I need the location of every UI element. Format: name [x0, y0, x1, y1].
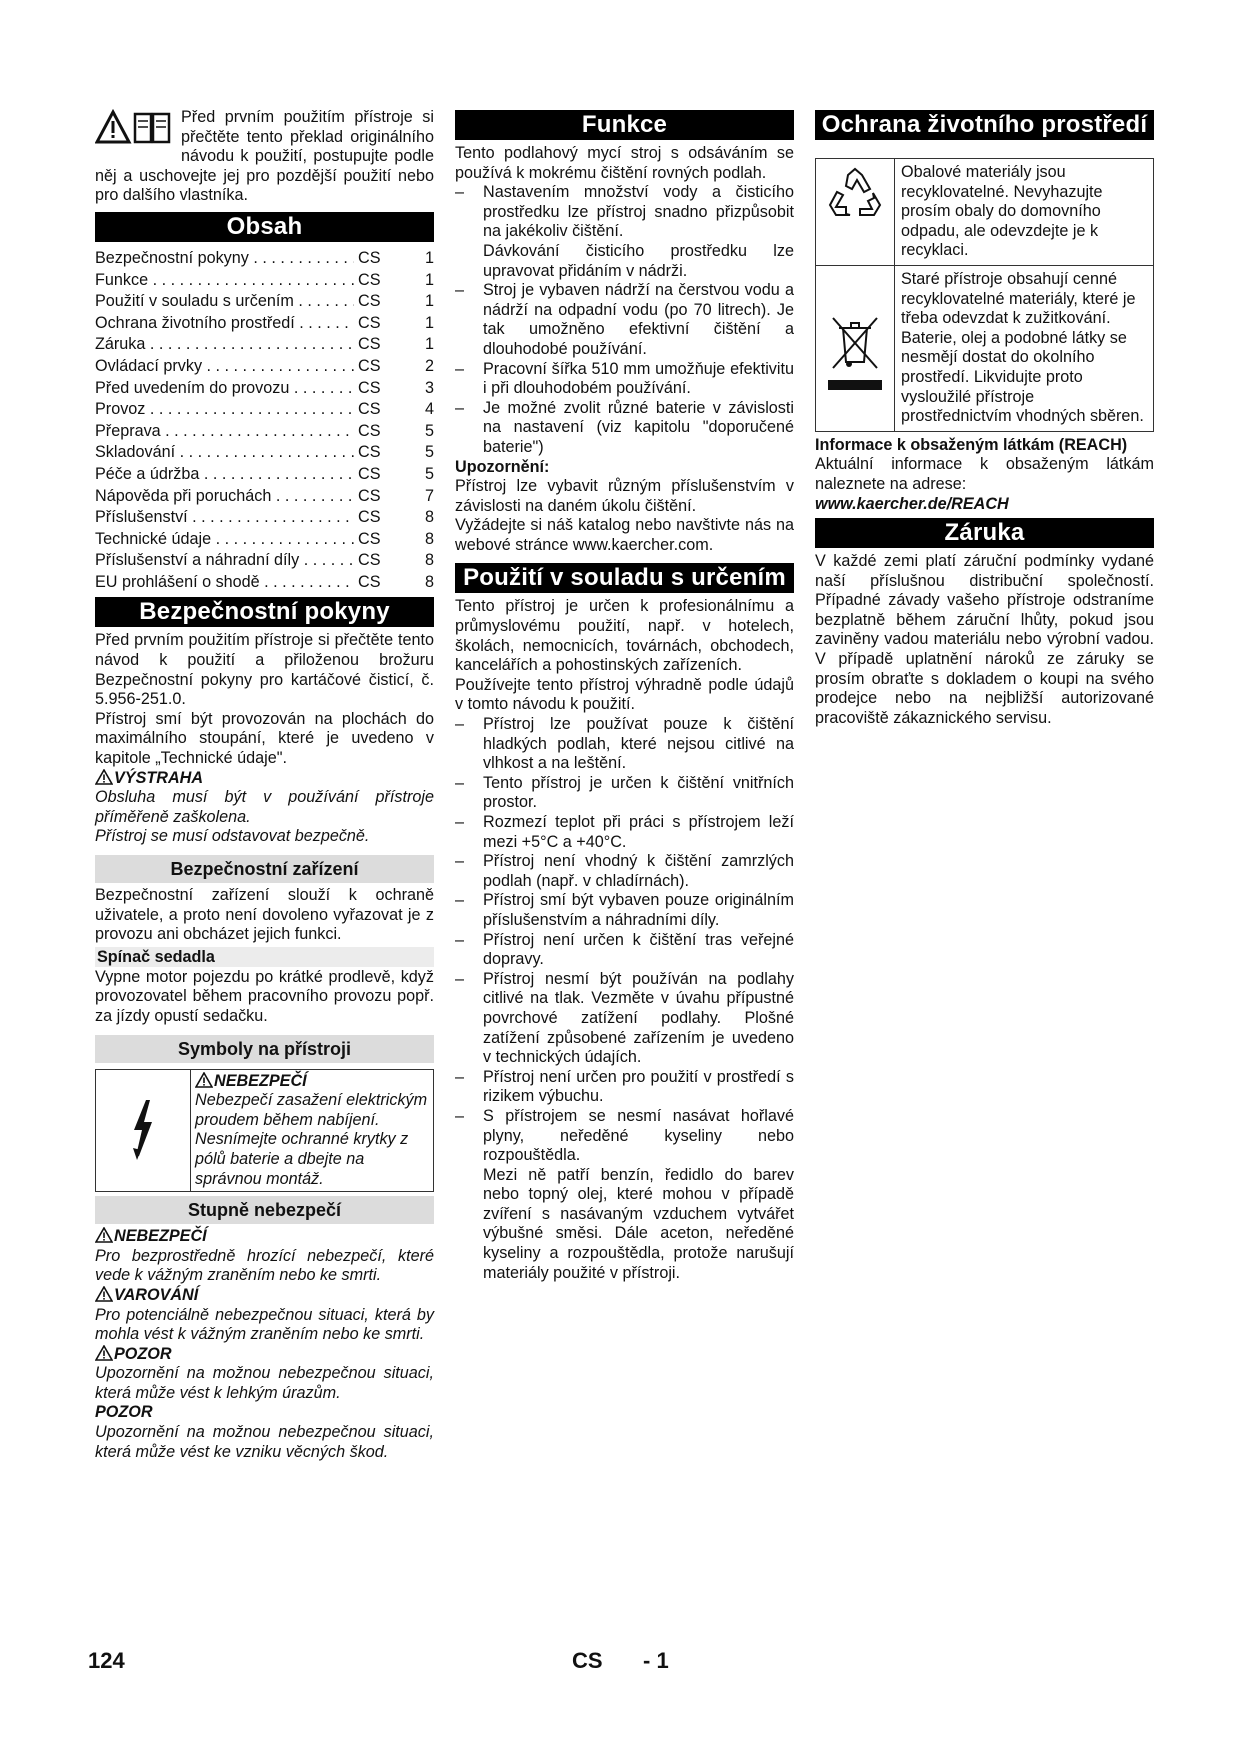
toc-page: 8	[424, 551, 434, 570]
recycle-icon	[816, 159, 895, 265]
toc-page: 8	[424, 508, 434, 527]
toc-title: Příslušenství . . .	[95, 507, 354, 529]
toc-page: 1	[424, 335, 434, 354]
toc-lang: CS	[354, 313, 382, 335]
toc-lang: CS	[354, 291, 382, 313]
safety-title: Bezpečnostní pokyny	[95, 597, 434, 627]
env-weee-text: Staré přístroje obsahují cenné recyklovatelné materiály, které je třeba odevzdat k zužitkování. Baterie, olej a podobné látky se nesmějí dostat do okolního prostředí. Likvidujte proto vysloužilé přístroje prostřednictvím vhodných sběren.	[901, 269, 1144, 426]
list-item: – Přístroj smí být vybaven pouze originálním příslušenstvím a náhradními díly.	[455, 891, 794, 930]
safety-paragraph-2: Přístroj smí být provozován na plochách do maximálního stoupání, které je uvedeno v kapitole „Technické údaje".	[95, 709, 434, 768]
toc-title: Péče a údržba . . .	[95, 464, 354, 486]
table-of-contents	[95, 248, 434, 594]
list-item	[455, 360, 794, 399]
toc-lang: CS	[354, 270, 382, 292]
toc-lang: CS	[354, 334, 382, 356]
toc-lang: CS	[354, 507, 382, 529]
toc-title: Přeprava . . .	[95, 421, 354, 443]
toc-row[interactable]	[95, 334, 434, 356]
list-item	[455, 281, 794, 359]
warning-triangle-icon	[95, 1345, 113, 1361]
toc-row[interactable]	[95, 421, 434, 443]
toc-page: 4	[424, 400, 434, 419]
toc-lang: CS	[354, 356, 382, 378]
page-number: 124	[88, 1648, 125, 1673]
toc-lang: CS	[354, 486, 382, 508]
list-item: – Přístroj není vhodný k čištění zamrzlých podlah (např. v chladírnách).	[455, 852, 794, 891]
function-list	[455, 183, 794, 242]
seat-switch-title: Spínač sedadla	[95, 947, 434, 967]
use-last-extra: Mezi ně patří benzín, ředidlo do barev nebo topný olej, které mohou v případě zvíření s nasávaným vzduchem vytvářet výbušné směsi. Dále aceton, neředěné kyseliny a rozpouštědla, protože narušují materiály použité v přístroji.	[483, 1165, 794, 1282]
toc-title: Nápověda při poruchách . . .	[95, 486, 354, 508]
reach-title: Informace k obsaženým látkám (REACH)	[815, 435, 1128, 454]
list-item: – S přístrojem se nesmí nasávat hořlavé plyny, neředěné kyseliny nebo rozpouštědla.	[455, 1107, 794, 1166]
symbol-text	[191, 1070, 433, 1192]
note-text-2: Vyžádejte si náš katalog nebo navštivte nás na webové stránce www.kaercher.com.	[455, 516, 794, 554]
function-item-3: Pracovní šířka 510 mm umožňuje efektivitu i při dlouhodobém používání.	[483, 359, 794, 398]
toc-row[interactable]	[95, 399, 434, 421]
toc-page: 1	[424, 313, 434, 332]
use-paragraph-2: Používejte tento přístroj výhradně podle údajů v tomto návodu k použití.	[455, 675, 794, 714]
warning-label: VÝSTRAHA	[114, 768, 204, 787]
toc-page: 8	[424, 572, 434, 591]
caution-label: POZOR	[114, 1344, 172, 1363]
toc-row[interactable]	[95, 356, 434, 378]
toc-title: Technické údaje . . .	[95, 529, 354, 551]
safety-paragraph-1: Před prvním použitím přístroje si přečtěte tento návod k použití a přiloženou brožuru Bezpečnostní pokyny pro kartáčové čisticí, č. 5.956-251.0.	[95, 631, 434, 709]
env-recycle-box	[815, 158, 1154, 266]
lightning-icon	[96, 1070, 191, 1192]
notice-label: POZOR	[95, 1403, 153, 1422]
danger-label: NEBEZPEČÍ	[114, 1227, 207, 1246]
list-item: – Přístroj není určen pro použití v prostředí s rizikem výbuchu.	[455, 1068, 794, 1107]
toc-row[interactable]	[95, 464, 434, 486]
toc-lang: CS	[354, 421, 382, 443]
list-item	[455, 399, 794, 458]
toc-lang: CS	[354, 378, 382, 400]
env-recycle-text: Obalové materiály jsou recyklovatelné. Nevyhazujte prosím obaly do domovního odpadu, ale odevzdejte je k recyklaci.	[901, 163, 1103, 260]
toc-row[interactable]	[95, 291, 434, 313]
warning-text-1: Obsluha musí být v používání přístroje příměřeně zaškolena.	[95, 788, 434, 826]
function-item-4: Je možné zvolit různé baterie v závislosti na nastavení (viz kapitolu "doporučené baterie")	[483, 398, 794, 456]
toc-row[interactable]	[95, 572, 434, 594]
weee-bin-icon	[816, 266, 895, 431]
reach-url[interactable]: www.kaercher.de/REACH	[815, 494, 1009, 513]
caution-text: Upozornění na možnou nebezpečnou situaci, která může vést k lehkým úrazům.	[95, 1364, 434, 1402]
warranty-text: V každé zemi platí záruční podmínky vydané naší příslušnou distribuční společností. Případné závady vašeho přístroje odstraníme bezplatně během záruční lhůty, pokud jsou zaviněny vadou materiálu nebo výrobní vadou. V případě uplatnění nároků ze záruky se prosím obraťte s dokladem o koupi na svého prodejce nebo na nejbližší autorizované pracoviště zákaznického servisu.	[815, 552, 1154, 727]
toc-lang: CS	[354, 248, 382, 270]
toc-title: Příslušenství a náhradní díly . . .	[95, 550, 354, 572]
toc-page: 1	[424, 292, 434, 311]
toc-row[interactable]	[95, 313, 434, 335]
toc-page: 8	[424, 529, 434, 548]
toc-page: 5	[424, 443, 434, 462]
toc-page: 1	[424, 248, 434, 267]
warning2-heading	[95, 1286, 434, 1306]
env-title: Ochrana životního prostředí	[815, 110, 1154, 140]
list-item: – Rozmezí teplot při práci s přístrojem leží mezi +5°C a +40°C.	[455, 813, 794, 852]
warning-heading	[95, 769, 434, 789]
weee-bar	[828, 380, 882, 390]
toc-title: EU prohlášení o shodě . . .	[95, 572, 354, 594]
warning-text-2: Přístroj se musí odstavovat bezpečně.	[95, 827, 370, 846]
levels-title: Stupně nebezpečí	[95, 1196, 434, 1224]
list-item: – Přístroj nesmí být používán na podlahy citlivé na tlak. Vezměte v úvahu přípustné povrchové zatížení podlahy. Plošné zatížení způsobené zařízením je uvedeno v technických údajích.	[455, 970, 794, 1068]
function-item-2: Stroj je vybaven nádrží na čerstvou vodu a nádrží na odpadní vodu (po 70 litrech). Je tak umožněno efektivní čištění a dlouhodobé používání.	[483, 281, 794, 358]
symbol-danger-heading	[195, 1072, 429, 1092]
toc-page: 2	[424, 356, 434, 375]
toc-lang: CS	[354, 550, 382, 572]
toc-page: 5	[424, 421, 434, 440]
toc-title: Provoz . . .	[95, 399, 354, 421]
toc-page: 5	[424, 464, 434, 483]
intro-section	[95, 108, 434, 206]
use-title: Použití v souladu s určením	[455, 563, 794, 593]
list-item: – Tento přístroj je určen k čištění vnitřních prostor.	[455, 774, 794, 813]
use-paragraph-1: Tento přístroj je určen k profesionálnímu a průmyslovému použití, např. v hotelech, školách, nemocnicích, továrnách, obchodech, kancelářích a pohostinských zařízeních.	[455, 597, 794, 675]
toc-title: Použití v souladu s určením . . .	[95, 291, 354, 313]
warning-triangle-icon	[95, 769, 113, 785]
toc-row[interactable]	[95, 550, 434, 572]
toc-row[interactable]	[95, 442, 434, 464]
toc-title: Funkce . . .	[95, 270, 354, 292]
note-text-1: Přístroj lze vybavit různým příslušenstvím v závislosti na daném úkolu čištění.	[455, 477, 794, 515]
note-label: Upozornění:	[455, 457, 550, 476]
column-1	[95, 108, 434, 1462]
toc-row[interactable]	[95, 378, 434, 400]
toc-row[interactable]	[95, 270, 434, 292]
footer-lang: CS	[572, 1648, 603, 1673]
list-item	[455, 183, 794, 242]
safety-devices-text: Bezpečnostní zařízení slouží k ochraně uživatele, a proto není dovoleno vyřazovat je z provozu ani obcházet jejich funkci.	[95, 886, 434, 944]
toc-title: Záruka . . .	[95, 334, 354, 356]
toc-page: 7	[424, 486, 434, 505]
symbol-box	[95, 1069, 434, 1193]
toc-row[interactable]	[95, 529, 434, 551]
danger-heading	[95, 1227, 434, 1247]
caution-heading	[95, 1345, 434, 1365]
function-item-1: Nastavením množství vody a čisticího prostředku lze přístroj snadno přizpůsobit na jakékoliv čištění.	[483, 183, 794, 241]
symbol-danger-text: Nebezpečí zasažení elektrickým proudem během nabíjení. Nesnímejte ochranné krytky z pólů baterie a dbejte na správnou montáž.	[195, 1091, 428, 1188]
notice-text: Upozornění na možnou nebezpečnou situaci, která může vést ke vzniku věcných škod.	[95, 1423, 434, 1461]
column-3	[815, 108, 1154, 728]
seat-switch-text: Vypne motor pojezdu po krátké prodlevě, když provozovatel během pracovního provozu popř. za jízdy opustí sedačku.	[95, 967, 434, 1025]
toc-page: 3	[424, 378, 434, 397]
toc-row[interactable]	[95, 507, 434, 529]
toc-lang: CS	[354, 442, 382, 464]
env-weee-box	[815, 266, 1154, 432]
function-list-2	[455, 281, 794, 457]
safety-devices-title: Bezpečnostní zařízení	[95, 855, 434, 883]
warning2-label: VAROVÁNÍ	[114, 1285, 199, 1304]
symbol-danger-label: NEBEZPEČÍ	[214, 1071, 307, 1090]
toc-lang: CS	[354, 464, 382, 486]
toc-title: Ochrana životního prostředí . . .	[95, 313, 354, 335]
toc-title: Bezpečnostní pokyny . . .	[95, 248, 354, 270]
list-item: – Přístroj lze používat pouze k čištění hladkých podlah, které nejsou citlivé na vlhkost a na leštění.	[455, 715, 794, 774]
toc-title: Obsah	[95, 212, 434, 242]
symbols-title: Symboly na přístroji	[95, 1035, 434, 1063]
warning-manual-icon	[95, 108, 175, 148]
toc-title: Skladování . . .	[95, 442, 354, 464]
warranty-title: Záruka	[815, 518, 1154, 548]
footer-section-page: - 1	[643, 1648, 669, 1673]
danger-text: Pro bezprostředně hrozící nebezpečí, které vede k vážným zraněním nebo ke smrti.	[95, 1246, 434, 1285]
warning-triangle-icon	[95, 1227, 113, 1243]
warning-triangle-icon	[95, 1286, 113, 1302]
intro-text: Před prvním použitím přístroje si přečtěte tento překlad originálního návodu k použití, postupujte podle něj a uschovejte jej pro pozdější použití nebo pro dalšího vlastníka.	[95, 108, 434, 205]
toc-page: 1	[424, 270, 434, 289]
function-item-1-extra: Dávkování čisticího prostředku lze upravovat přidáním v nádrži.	[483, 241, 794, 280]
column-2	[455, 108, 794, 1283]
warning2-text: Pro potenciálně nebezpečnou situaci, která by mohla vést k vážným zraněním nebo ke smrti.	[95, 1305, 434, 1344]
list-item: – Přístroj není určen k čištění tras veřejné dopravy.	[455, 931, 794, 970]
toc-lang: CS	[354, 529, 382, 551]
warning-triangle-icon	[195, 1072, 213, 1088]
toc-lang: CS	[354, 572, 382, 594]
toc-row[interactable]	[95, 248, 434, 270]
toc-row[interactable]	[95, 486, 434, 508]
function-intro: Tento podlahový mycí stroj s odsáváním se používá k mokrému čištění rovných podlah.	[455, 144, 794, 182]
toc-title: Před uvedením do provozu . . .	[95, 378, 354, 400]
function-title: Funkce	[455, 110, 794, 140]
reach-text: Aktuální informace k obsaženým látkám naleznete na adrese:	[815, 455, 1154, 493]
use-list	[455, 715, 794, 1166]
toc-title: Ovládací prvky . . .	[95, 356, 354, 378]
toc-lang: CS	[354, 399, 382, 421]
